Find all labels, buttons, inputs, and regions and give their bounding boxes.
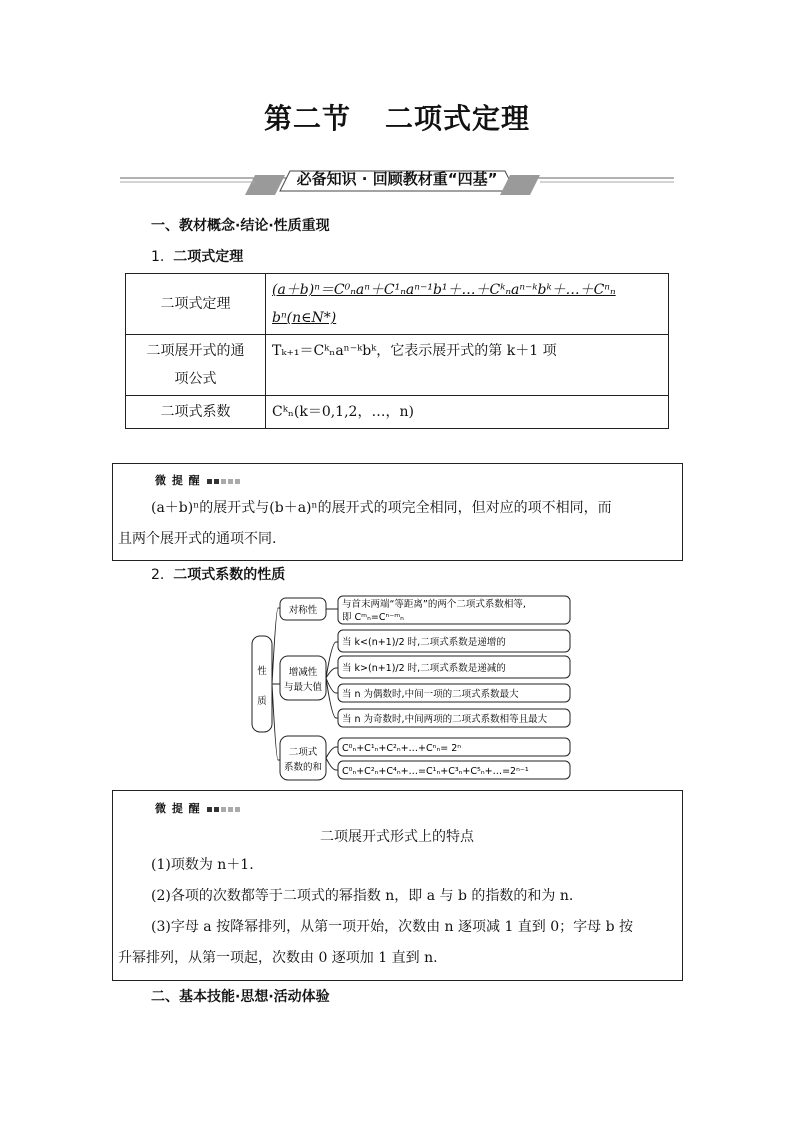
monotonicity-label-1: 增减性 — [288, 667, 318, 678]
tip-line: (a＋b)ⁿ的展开式与(b＋a)ⁿ的展开式的项完全相同，但对应的项不相同，而 — [151, 500, 612, 516]
theorem-formula: (a＋b)ⁿ＝C⁰ₙaⁿ＋C¹ₙaⁿ⁻¹b¹＋…＋Cᵏₙaⁿ⁻ᵏbᵏ＋…＋Cⁿₙ — [272, 282, 616, 298]
table-cell-label — [126, 335, 266, 396]
tip-line: (2)各项的次数都等于二项式的幂指数 n，即 a 与 b 的指数的和为 n. — [151, 888, 574, 904]
symmetry-text-1: 与首末两端“等距离”的两个二项式系数相等, — [342, 599, 526, 610]
increasing-text: 当 k<(n+1)/2 时,二项式系数是递增的 — [342, 637, 506, 648]
tip-heading-1 — [155, 472, 242, 488]
root-label-2: 质 — [257, 696, 267, 707]
banner-text: 必备知识 · 回顾教材重“四基” — [296, 170, 498, 188]
subheading-coefficient-properties — [151, 564, 285, 584]
sum-node — [280, 736, 326, 780]
dots-icon — [207, 474, 242, 487]
tip-line: (3)字母 a 按降幂排列，从第一项开始，次数由 n 逐项减 1 直到 0；字母 b 按 — [151, 919, 634, 935]
table-row — [126, 335, 669, 396]
table-row — [126, 274, 669, 335]
sum-label-2: 系数的和 — [283, 762, 323, 773]
subheading-label: 二项式系数的性质 — [173, 567, 286, 583]
section-heading-2: 二、基本技能·思想·活动体验 — [151, 989, 330, 1005]
decreasing-text: 当 k>(n+1)/2 时,二项式系数是递减的 — [342, 663, 506, 674]
odd-text: 当 n 为奇数时,中间两项的二项式系数相等且最大 — [342, 714, 548, 725]
symmetry-text-2: 即 Cᵐₙ=Cⁿ⁻ᵐₙ — [342, 612, 404, 623]
tip-line: (1)项数为 n＋1. — [151, 857, 254, 873]
dots-icon — [207, 802, 242, 815]
symmetry-label: 对称性 — [288, 605, 318, 616]
title-section: 第二节 — [263, 102, 351, 135]
table-cell-label: 二项式系数 — [126, 396, 266, 429]
section-heading-1: 一、教材概念·结论·性质重现 — [151, 218, 330, 234]
table-cell-content: Cᵏₙ(k＝0,1,2，…，n) — [266, 396, 669, 429]
label-line1: 二项展开式的通 — [146, 343, 245, 359]
tip-line: 升幂排列，从第一项起，次数由 0 逐项加 1 直到 n. — [118, 950, 438, 966]
table-cell-content: Tₖ₊₁＝Cᵏₙaⁿ⁻ᵏbᵏ，它表示展开式的第 k＋1 项 — [266, 335, 669, 396]
even-text: 当 n 为偶数时,中间一项的二项式系数最大 — [342, 689, 519, 700]
table-cell-label: 二项式定理 — [126, 274, 266, 335]
monotonicity-node — [280, 656, 326, 700]
page-title — [0, 97, 794, 137]
tip-heading-text: 微 提 醒 — [155, 474, 201, 487]
tip-heading-text: 微 提 醒 — [155, 802, 201, 815]
subheading-number: 1. — [151, 249, 165, 265]
subheading-binomial-theorem — [151, 246, 243, 266]
theorem-table — [125, 273, 669, 429]
table-row — [126, 396, 669, 429]
theorem-formula-cont: bⁿ(n∈N*) — [272, 310, 337, 326]
tip-title: 二项展开式形式上的特点 — [320, 829, 474, 845]
tip-heading-2 — [155, 800, 242, 816]
title-topic: 二项式定理 — [385, 102, 531, 135]
label-line2: 项公式 — [174, 371, 217, 387]
subheading-label: 二项式定理 — [173, 249, 244, 265]
tip-line: 且两个展开式的通项不同. — [118, 531, 277, 547]
sum-text-1: C⁰ₙ+C¹ₙ+C²ₙ+…+Cⁿₙ= 2ⁿ — [342, 743, 462, 754]
monotonicity-label-2: 与最大值 — [283, 682, 323, 693]
table-cell-content — [266, 274, 669, 335]
properties-diagram — [250, 594, 575, 784]
root-label-1: 性 — [257, 666, 267, 677]
subheading-number: 2. — [151, 567, 165, 583]
sum-text-2: C⁰ₙ+C²ₙ+C⁴ₙ+…=C¹ₙ+C³ₙ+C⁵ₙ+…=2ⁿ⁻¹ — [342, 766, 529, 777]
sum-label-1: 二项式 — [288, 747, 318, 758]
root-node — [252, 636, 272, 732]
